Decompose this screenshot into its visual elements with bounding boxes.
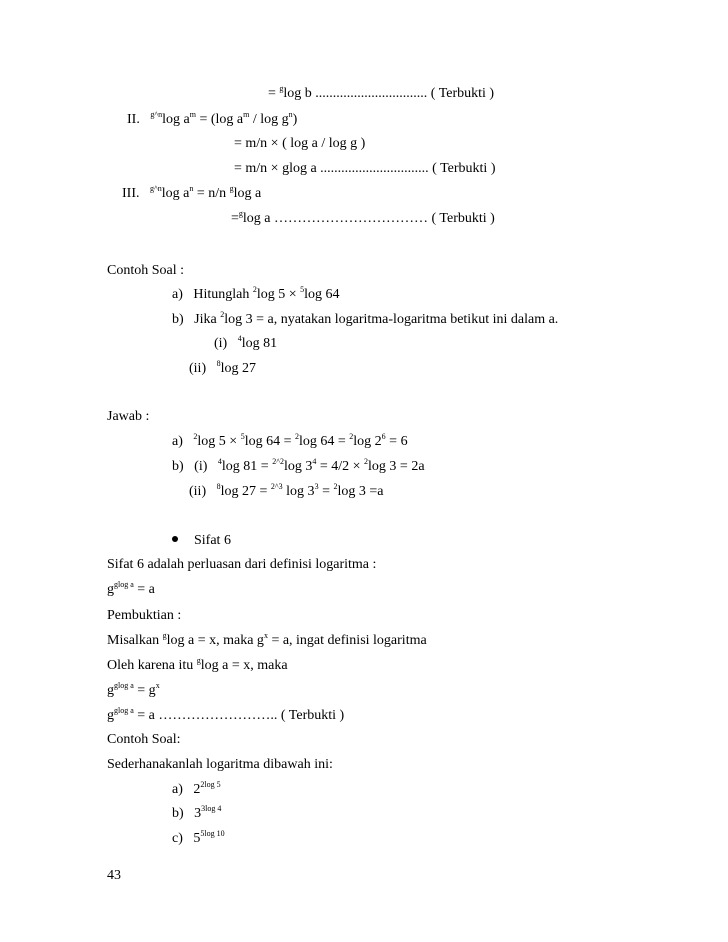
contoh-soal-2-item: c) $5^{5log 10}$ (172, 829, 225, 846)
jawab-item-b-i: b) (i) $^4$log 81 = $^{2\^{}2}$log $3^4 = 4/2 \times ^2\log$ 3 = 2a (172, 457, 425, 474)
contoh-soal-2-item: a) $2^{2log 5}$ (172, 780, 221, 797)
contoh-soal-2-instruction: Sederhanakanlah logaritma dibawah ini: (107, 757, 333, 772)
pembuktian-step: Oleh karena itu $^g$log a = x, maka (107, 656, 288, 673)
proof-line: = $^g$log b ................................ ( Terbukti ) (268, 84, 495, 101)
proof-line: = m/n × ( log a / log g ) (234, 136, 366, 151)
pembuktian-step: Misalkan $^g$log a = x, maka $g^x = a$, ingat definisi logaritma (107, 631, 427, 648)
jawab-item-a: a) $^2$log 5 × $^5$log 64 = $^2$log 64 = $^2$log $2^6 = 6$ (172, 432, 408, 449)
pembuktian-step: $g^{glog a} = g^x$ (107, 681, 160, 698)
contoh-soal-item-b-i: (i) $^4$log 81 (214, 334, 278, 351)
pembuktian-step: $g^{glog a} = a$ …………………….. ( Terbukti ) (107, 706, 345, 723)
proof-line: = m/n × glog a ............................... ( Terbukti ) (234, 161, 496, 176)
sifat6-intro: Sifat 6 adalah perluasan dari definisi logaritma : (107, 557, 377, 572)
page-number: 43 (107, 868, 121, 883)
jawab-heading: Jawab : (107, 409, 150, 424)
jawab-item-b-ii: (ii) $^8$log 27 = $^{2\^{}3}$ $\log 3^3 = ^2\log$ 3 =a (189, 482, 384, 499)
proof-line: II. $^{g\^{}n}$log $a^m = (\log$ $a^m$ / $\log g^n$) (127, 110, 298, 127)
contoh-soal-item-b-ii: (ii) $^8$log 27 (189, 359, 256, 376)
sifat6-bullet (172, 533, 231, 549)
sifat6-bullet-label: Sifat 6 (194, 533, 231, 548)
proof-line: III. $^{g\^{}n}$log $a^n = n/n$ $^g$log a (122, 184, 262, 201)
sifat6-formula: $g^{glog a} = a$ (107, 580, 155, 597)
pembuktian-heading: Pembuktian : (107, 608, 182, 623)
proof-line: =$^g$log a …………………………… ( Terbukti ) (231, 209, 495, 226)
contoh-soal-2-heading: Contoh Soal: (107, 732, 181, 747)
bullet-icon (172, 536, 178, 542)
contoh-soal-heading: Contoh Soal : (107, 263, 185, 278)
contoh-soal-item-b: b) Jika $^2$log 3 = a, nyatakan logaritma-logaritma betikut ini dalam a. (172, 310, 559, 327)
contoh-soal-item-a: a) Hitunglah $^2$log 5 × $^5$log 64 (172, 285, 340, 302)
contoh-soal-2-item: b) $3^{3log 4}$ (172, 804, 222, 821)
